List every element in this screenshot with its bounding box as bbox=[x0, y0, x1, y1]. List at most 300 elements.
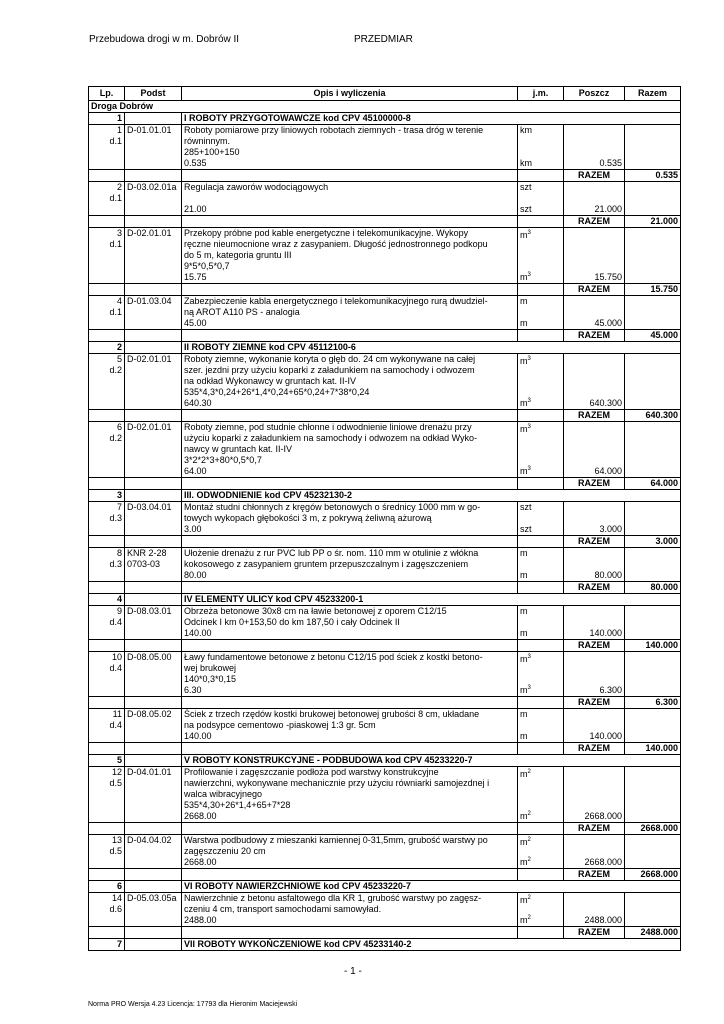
item-unit-bottom bbox=[520, 731, 528, 742]
razem-value: 140.000 bbox=[625, 640, 681, 652]
razem-row bbox=[89, 823, 681, 835]
item-unit-bottom-exp: 3 bbox=[527, 398, 531, 404]
item-podst-cell bbox=[125, 182, 182, 216]
item-unit-bottom-text: m bbox=[520, 318, 528, 328]
item-unit-bottom-text: szt bbox=[520, 204, 532, 214]
item-unit-cell bbox=[518, 606, 564, 640]
item-unit-top-exp: 2 bbox=[527, 837, 531, 843]
razem-empty-cell bbox=[125, 330, 182, 342]
item-podst: D-08.03.01 bbox=[127, 606, 172, 616]
razem-empty-cell bbox=[125, 869, 182, 881]
item-podst-cont: 0703-03 bbox=[127, 559, 161, 569]
item-unit-bottom-exp: 2 bbox=[527, 811, 531, 817]
item-podst-cell bbox=[125, 296, 182, 330]
item-lp-cell bbox=[89, 767, 125, 823]
item-razem-empty bbox=[625, 652, 681, 697]
razem-empty-cell bbox=[89, 216, 125, 228]
item-unit-top bbox=[520, 767, 561, 780]
col-header-razem: Razem bbox=[625, 87, 681, 101]
item-description-line: 285+100+150 bbox=[184, 147, 240, 157]
item-description-cell bbox=[182, 354, 518, 410]
item-department: d.5 bbox=[109, 778, 122, 788]
razem-empty-cell bbox=[518, 284, 564, 296]
section-row bbox=[89, 113, 681, 125]
item-number: 11 bbox=[112, 709, 122, 719]
item-unit-bottom-text: m bbox=[520, 628, 528, 638]
item-podst-cell bbox=[125, 228, 182, 284]
item-calc-result: 140.00 bbox=[184, 628, 212, 638]
razem-empty-cell bbox=[125, 823, 182, 835]
item-description-line: Odcinek I km 0+153,50 do km 187,50 i cały Odcinek II bbox=[184, 617, 400, 627]
section-number: 7 bbox=[89, 939, 125, 951]
item-unit-bottom-text: m bbox=[520, 731, 528, 741]
razem-empty-cell bbox=[518, 478, 564, 490]
razem-label: RAZEM bbox=[564, 743, 625, 755]
item-razem-empty bbox=[625, 548, 681, 582]
item-unit-top-text: m bbox=[520, 424, 528, 434]
item-podst-cell bbox=[125, 835, 182, 869]
item-row bbox=[89, 767, 681, 823]
item-unit-cell bbox=[518, 125, 564, 170]
item-poszcz: 80.000 bbox=[564, 548, 625, 582]
item-unit-cell bbox=[518, 228, 564, 284]
item-description-cell bbox=[182, 548, 518, 582]
item-description-line: do 5 m, kategoria gruntu III bbox=[184, 250, 292, 260]
item-unit-bottom-text: m bbox=[520, 570, 528, 580]
item-lp-cell bbox=[89, 709, 125, 743]
section-title: II ROBOTY ZIEMNE kod CPV 45112100-6 bbox=[182, 342, 681, 354]
item-calc-result: 640.30 bbox=[184, 398, 212, 408]
section-number: 4 bbox=[89, 594, 125, 606]
item-description-line: Zabezpieczenie kabla energetycznego i telekomunikacyjnego rurą dwudziel- bbox=[184, 296, 488, 306]
group-title-row bbox=[89, 101, 681, 113]
item-row bbox=[89, 354, 681, 410]
item-description-line: 535*4,3*0,24+26*1,4*0,24+65*0,24+7*38*0,24 bbox=[184, 387, 370, 397]
item-row bbox=[89, 502, 681, 536]
razem-label: RAZEM bbox=[564, 216, 625, 228]
item-description-line: ręczne nieumocnione wraz z zasypaniem. Długość jednostronnego podkopu bbox=[184, 239, 488, 249]
item-number: 13 bbox=[111, 835, 122, 845]
item-unit-bottom-exp: 2 bbox=[527, 915, 531, 921]
item-description-line: równinnym. bbox=[184, 136, 231, 146]
document-header-type: PRZEDMIAR bbox=[354, 34, 413, 45]
razem-empty-cell bbox=[518, 823, 564, 835]
item-unit-cell bbox=[518, 709, 564, 743]
col-header-jm: j.m. bbox=[518, 87, 564, 101]
item-description-line: 140*0,3*0,15 bbox=[184, 674, 237, 684]
item-unit-top bbox=[520, 893, 561, 906]
section-title: VI ROBOTY NAWIERZCHNIOWE kod CPV 45233220-7 bbox=[182, 881, 681, 893]
section-title: V ROBOTY KONSTRUKCYJNE - PODBUDOWA kod CPV 45233220-7 bbox=[182, 755, 681, 767]
item-podst: D-01.01.01 bbox=[127, 125, 172, 135]
item-lp-cell bbox=[89, 652, 125, 697]
item-podst-cell bbox=[125, 422, 182, 478]
item-description-line: czeniu 4 cm, transport samochodami samowyład. bbox=[184, 904, 382, 914]
item-number: 14 bbox=[111, 893, 122, 903]
item-unit-bottom bbox=[520, 524, 532, 535]
razem-empty-cell bbox=[518, 640, 564, 652]
razem-row bbox=[89, 582, 681, 594]
section-empty-cell bbox=[125, 755, 182, 767]
item-description-cell bbox=[182, 606, 518, 640]
razem-empty-cell bbox=[89, 536, 125, 548]
item-lp-cell bbox=[89, 835, 125, 869]
razem-empty-cell bbox=[518, 697, 564, 709]
item-unit-cell bbox=[518, 548, 564, 582]
item-podst-cell bbox=[125, 709, 182, 743]
item-lp-cell bbox=[89, 502, 125, 536]
item-unit-bottom bbox=[520, 570, 528, 581]
razem-empty-cell bbox=[518, 410, 564, 422]
item-unit-bottom-text: m bbox=[520, 857, 528, 867]
item-department: d.6 bbox=[109, 904, 122, 914]
item-description-cell bbox=[182, 652, 518, 697]
item-row bbox=[89, 893, 681, 927]
item-description-line: Przekopy próbne pod kable energetyczne i telekomunikacyjne. Wykopy bbox=[184, 228, 469, 238]
razem-label: RAZEM bbox=[564, 869, 625, 881]
item-department: d.2 bbox=[109, 365, 122, 375]
item-lp-cell bbox=[89, 354, 125, 410]
razem-value: 640.300 bbox=[625, 410, 681, 422]
item-row bbox=[89, 125, 681, 170]
item-number: 10 bbox=[111, 652, 122, 662]
item-department: d.4 bbox=[109, 617, 122, 627]
item-unit-bottom-exp: 3 bbox=[527, 272, 531, 278]
item-calc-result: 64.00 bbox=[184, 466, 207, 476]
section-empty-cell bbox=[125, 939, 182, 951]
razem-row bbox=[89, 743, 681, 755]
item-podst: D-08.05.00 bbox=[127, 652, 172, 662]
razem-empty-cell bbox=[89, 170, 125, 182]
item-unit-top-exp: 3 bbox=[527, 424, 531, 430]
item-description-cell bbox=[182, 893, 518, 927]
item-poszcz: 15.750 bbox=[564, 228, 625, 284]
item-unit-bottom bbox=[520, 318, 528, 329]
item-lp-cell bbox=[89, 296, 125, 330]
razem-empty-cell bbox=[518, 536, 564, 548]
item-department: d.1 bbox=[109, 239, 122, 249]
razem-empty-cell bbox=[518, 927, 564, 939]
razem-empty-cell bbox=[182, 582, 518, 594]
section-row bbox=[89, 881, 681, 893]
razem-value: 2488.000 bbox=[625, 927, 681, 939]
group-title: Droga Dobrów bbox=[89, 101, 681, 113]
bill-of-quantities-table bbox=[88, 86, 681, 951]
item-description-cell bbox=[182, 182, 518, 216]
item-department: d.5 bbox=[109, 846, 122, 856]
item-podst-cell bbox=[125, 502, 182, 536]
item-calc-result: 2668.00 bbox=[184, 857, 217, 867]
item-description-line: Roboty pomiarowe przy liniowych robotach ziemnych - trasa dróg w terenie bbox=[184, 125, 484, 135]
item-unit-bottom-text: m bbox=[520, 915, 528, 925]
item-razem-empty bbox=[625, 767, 681, 823]
item-lp-cell bbox=[89, 182, 125, 216]
item-unit-bottom bbox=[520, 683, 531, 696]
item-unit-bottom bbox=[520, 396, 531, 409]
razem-empty-cell bbox=[125, 478, 182, 490]
item-unit-bottom-text: m bbox=[520, 811, 528, 821]
item-unit-top-text: m bbox=[520, 606, 528, 616]
item-description-line: Ściek z trzech rzędów kostki brukowej betonowej grubości 8 cm, układane bbox=[184, 709, 480, 719]
razem-row bbox=[89, 697, 681, 709]
item-unit-cell bbox=[518, 296, 564, 330]
item-podst-cell bbox=[125, 125, 182, 170]
section-row bbox=[89, 490, 681, 502]
item-podst-cell bbox=[125, 893, 182, 927]
item-razem-empty bbox=[625, 835, 681, 869]
razem-row bbox=[89, 170, 681, 182]
item-unit-cell bbox=[518, 182, 564, 216]
item-department: d.3 bbox=[109, 513, 122, 523]
item-unit-bottom-text: m bbox=[520, 272, 528, 282]
item-podst: D-01.03.04 bbox=[127, 296, 172, 306]
razem-empty-cell bbox=[518, 743, 564, 755]
item-unit-top bbox=[520, 548, 561, 559]
item-unit-top-exp: 3 bbox=[527, 356, 531, 362]
razem-row bbox=[89, 330, 681, 342]
razem-row bbox=[89, 216, 681, 228]
item-unit-top-text: m bbox=[520, 230, 528, 240]
item-row bbox=[89, 422, 681, 478]
section-row bbox=[89, 594, 681, 606]
item-description-line: zagęszczeniu 20 cm bbox=[184, 846, 266, 856]
item-description-cell bbox=[182, 422, 518, 478]
razem-empty-cell bbox=[89, 330, 125, 342]
item-unit-cell bbox=[518, 502, 564, 536]
item-description-line: 3*2*2*3+80*0,5*0,7 bbox=[184, 455, 262, 465]
item-podst: D-03.04.01 bbox=[127, 502, 172, 512]
section-row bbox=[89, 342, 681, 354]
item-description-line: szer. jezdni przy użyciu koparki z załadunkiem na samochody i odwozem bbox=[184, 365, 475, 375]
razem-row bbox=[89, 284, 681, 296]
razem-value: 3.000 bbox=[625, 536, 681, 548]
razem-row bbox=[89, 478, 681, 490]
item-description-line: na odkład Wykonawcy w gruntach kat. II-IV bbox=[184, 376, 356, 386]
item-description-cell bbox=[182, 502, 518, 536]
razem-label: RAZEM bbox=[564, 582, 625, 594]
item-unit-cell bbox=[518, 422, 564, 478]
razem-empty-cell bbox=[182, 697, 518, 709]
section-row bbox=[89, 939, 681, 951]
razem-value: 6.300 bbox=[625, 697, 681, 709]
item-unit-top-exp: 3 bbox=[527, 230, 531, 236]
document-header-title: Przebudowa drogi w m. Dobrów II bbox=[89, 34, 240, 45]
item-department: d.4 bbox=[109, 720, 122, 730]
item-lp-cell bbox=[89, 893, 125, 927]
razem-empty-cell bbox=[89, 869, 125, 881]
item-calc-result: 15.75 bbox=[184, 272, 207, 282]
col-header-podst: Podst bbox=[125, 87, 182, 101]
item-podst: D-03.02.01a bbox=[127, 182, 177, 192]
item-number: 9 bbox=[116, 606, 122, 616]
item-unit-bottom-text: m bbox=[520, 466, 528, 476]
item-unit-top bbox=[520, 228, 561, 241]
item-description-line: 535*4,30+26*1,4+65+7*28 bbox=[184, 800, 291, 810]
item-unit-top-text: m bbox=[520, 769, 528, 779]
item-poszcz: 21.000 bbox=[564, 182, 625, 216]
item-razem-empty bbox=[625, 182, 681, 216]
razem-empty-cell bbox=[182, 869, 518, 881]
item-unit-top bbox=[520, 422, 561, 435]
item-lp-cell bbox=[89, 228, 125, 284]
razem-label: RAZEM bbox=[564, 170, 625, 182]
item-description-line: Regulacja zaworów wodociągowych bbox=[184, 182, 329, 192]
razem-label: RAZEM bbox=[564, 536, 625, 548]
item-row bbox=[89, 296, 681, 330]
razem-empty-cell bbox=[125, 927, 182, 939]
item-description-line: użyciu koparki z załadunkiem na samochody i odwozem na odkład Wyko- bbox=[184, 433, 478, 443]
item-description-line: nawcy w gruntach kat. II-IV bbox=[184, 444, 293, 454]
item-podst-cell bbox=[125, 767, 182, 823]
razem-empty-cell bbox=[89, 582, 125, 594]
item-razem-empty bbox=[625, 228, 681, 284]
item-unit-bottom bbox=[520, 628, 528, 639]
razem-empty-cell bbox=[518, 869, 564, 881]
item-razem-empty bbox=[625, 422, 681, 478]
razem-value: 15.750 bbox=[625, 284, 681, 296]
item-unit-top-text: m bbox=[520, 654, 528, 664]
section-row bbox=[89, 755, 681, 767]
section-empty-cell bbox=[125, 113, 182, 125]
item-calc-result: 21.00 bbox=[184, 204, 207, 214]
item-unit-top bbox=[520, 296, 561, 307]
item-calc-result: 45.00 bbox=[184, 318, 207, 328]
section-number: 5 bbox=[89, 755, 125, 767]
item-poszcz: 2488.000 bbox=[564, 893, 625, 927]
item-podst: D-04.01.01 bbox=[127, 767, 172, 777]
item-description-line: Obrzeża betonowe 30x8 cm na ławie betonowej z oporem C12/15 bbox=[184, 606, 447, 616]
section-title: IV ELEMENTY ULICY kod CPV 45233200-1 bbox=[182, 594, 681, 606]
razem-value: 64.000 bbox=[625, 478, 681, 490]
item-description-line: Warstwa podbudowy z mieszanki kamiennej 0-31,5mm, grubość warstwy po bbox=[184, 835, 488, 845]
item-number: 6 bbox=[116, 422, 122, 432]
section-title: I ROBOTY PRZYGOTOWAWCZE kod CPV 45100000-8 bbox=[182, 113, 681, 125]
item-unit-top bbox=[520, 354, 561, 367]
section-number: 6 bbox=[89, 881, 125, 893]
razem-empty-cell bbox=[125, 410, 182, 422]
razem-value: 140.000 bbox=[625, 743, 681, 755]
item-unit-bottom-text: m bbox=[520, 685, 528, 695]
item-lp-cell bbox=[89, 125, 125, 170]
razem-empty-cell bbox=[182, 410, 518, 422]
item-unit-bottom-text: szt bbox=[520, 524, 532, 534]
item-unit-top bbox=[520, 182, 561, 193]
item-description-line: kokosowego z zasypaniem gruntem przepuszczalnym i zagęszczeniem bbox=[184, 559, 469, 569]
item-department: d.4 bbox=[109, 663, 122, 673]
razem-label: RAZEM bbox=[564, 927, 625, 939]
section-empty-cell bbox=[125, 342, 182, 354]
section-empty-cell bbox=[125, 881, 182, 893]
item-unit-bottom bbox=[520, 913, 531, 926]
item-poszcz: 2668.000 bbox=[564, 835, 625, 869]
item-unit-bottom-exp: 3 bbox=[527, 466, 531, 472]
item-unit-top bbox=[520, 125, 561, 136]
item-calc-result: 2488.00 bbox=[184, 915, 217, 925]
item-number: 12 bbox=[111, 767, 122, 777]
razem-empty-cell bbox=[182, 284, 518, 296]
razem-empty-cell bbox=[182, 536, 518, 548]
item-podst-cell bbox=[125, 548, 182, 582]
razem-empty-cell bbox=[182, 927, 518, 939]
item-poszcz: 2668.000 bbox=[564, 767, 625, 823]
item-calc-result: 6.30 bbox=[184, 685, 202, 695]
razem-label: RAZEM bbox=[564, 823, 625, 835]
razem-empty-cell bbox=[125, 697, 182, 709]
item-poszcz: 140.000 bbox=[564, 606, 625, 640]
item-razem-empty bbox=[625, 606, 681, 640]
item-description-line: Profilowanie i zagęszczanie podłoża pod warstwy konstrukcyjne bbox=[184, 767, 439, 777]
item-razem-empty bbox=[625, 502, 681, 536]
item-unit-top-text: m bbox=[520, 837, 528, 847]
razem-empty-cell bbox=[125, 170, 182, 182]
item-lp-cell bbox=[89, 606, 125, 640]
item-unit-top-text: m bbox=[520, 356, 528, 366]
license-footer: Norma PRO Wersja 4.23 Licencja: 17793 dla Hieronim Maciejewski bbox=[88, 1001, 298, 1008]
item-unit-cell bbox=[518, 354, 564, 410]
item-razem-empty bbox=[625, 296, 681, 330]
item-description-line: Ułożenie drenażu z rur PVC lub PP o śr. nom. 110 mm w otulinie z włókna bbox=[184, 548, 479, 558]
table-header-row bbox=[89, 87, 681, 101]
item-description-line: wej brukowej bbox=[184, 663, 237, 673]
item-unit-bottom-text: km bbox=[520, 158, 532, 168]
item-unit-bottom-text: m bbox=[520, 398, 528, 408]
page-number: - 1 - bbox=[344, 966, 362, 977]
item-podst: D-02.01.01 bbox=[127, 422, 172, 432]
razem-empty-cell bbox=[182, 640, 518, 652]
item-number: 5 bbox=[116, 354, 122, 364]
item-unit-bottom bbox=[520, 204, 532, 215]
item-podst: KNR 2-28 bbox=[127, 548, 167, 558]
item-unit-top bbox=[520, 709, 561, 720]
item-row bbox=[89, 182, 681, 216]
section-title: VII ROBOTY WYKOŃCZENIOWE kod CPV 45233140-2 bbox=[182, 939, 681, 951]
item-unit-top-text: m bbox=[520, 296, 528, 306]
item-unit-cell bbox=[518, 652, 564, 697]
item-number: 8 bbox=[116, 548, 122, 558]
item-unit-cell bbox=[518, 767, 564, 823]
razem-row bbox=[89, 869, 681, 881]
item-unit-bottom bbox=[520, 855, 531, 868]
item-unit-top-text: szt bbox=[520, 502, 532, 512]
razem-value: 2668.000 bbox=[625, 869, 681, 881]
item-calc-result: 3.00 bbox=[184, 524, 202, 534]
razem-empty-cell bbox=[125, 582, 182, 594]
item-unit-top-text: m bbox=[520, 895, 528, 905]
item-description-cell bbox=[182, 228, 518, 284]
item-unit-top-text: m bbox=[520, 709, 528, 719]
section-number: 1 bbox=[89, 113, 125, 125]
item-department: d.3 bbox=[109, 559, 122, 569]
item-description-line: Ławy fundamentowe betonowe z betonu C12/15 pod ściek z kostki betono- bbox=[184, 652, 483, 662]
razem-row bbox=[89, 640, 681, 652]
item-razem-empty bbox=[625, 354, 681, 410]
razem-row bbox=[89, 410, 681, 422]
item-description-line: Roboty ziemne, wykonanie koryta o głęb do. 24 cm wykonywane na całej bbox=[184, 354, 476, 364]
item-number: 1 bbox=[116, 125, 122, 135]
item-unit-top bbox=[520, 652, 561, 665]
section-title: III. ODWODNIENIE kod CPV 45232130-2 bbox=[182, 490, 681, 502]
razem-label: RAZEM bbox=[564, 284, 625, 296]
item-lp-cell bbox=[89, 422, 125, 478]
razem-empty-cell bbox=[518, 582, 564, 594]
item-poszcz: 0.535 bbox=[564, 125, 625, 170]
item-poszcz: 45.000 bbox=[564, 296, 625, 330]
razem-empty-cell bbox=[518, 330, 564, 342]
razem-value: 45.000 bbox=[625, 330, 681, 342]
item-podst: D-02.01.01 bbox=[127, 354, 172, 364]
table-body bbox=[89, 101, 681, 951]
item-description-line: ną AROT A110 PS - analogia bbox=[184, 307, 300, 317]
